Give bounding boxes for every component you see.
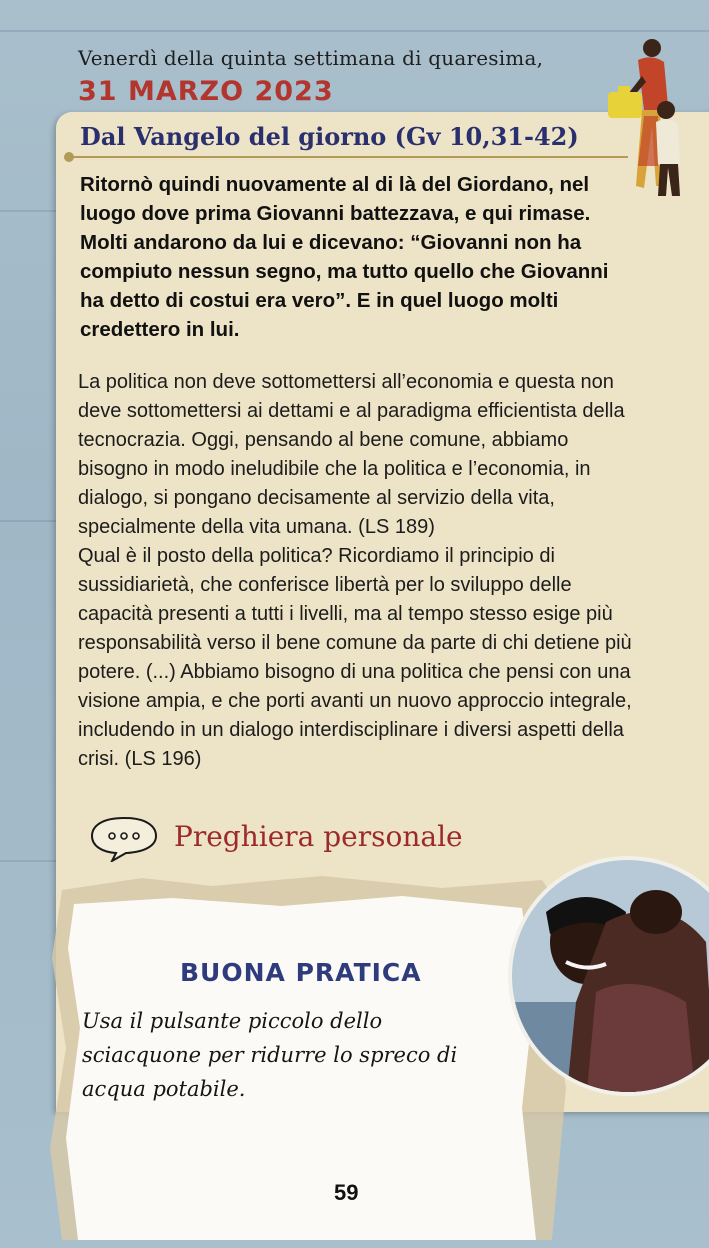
practice-text: Usa il pulsante piccolo dello sciacquone per ridurre lo spreco di acqua potabile. [82, 1009, 458, 1101]
header-day-line: Venerdì della quinta settimana di quaresima, [78, 46, 544, 70]
prayer-label: Preghiera personale [174, 820, 463, 853]
page-number: 59 [334, 1180, 359, 1205]
woman-with-child-photo [506, 852, 709, 1102]
wood-plank-line [0, 30, 709, 32]
gospel-text: Ritornò quindi nuovamente al di là del Giordano, nel luogo dove prima Giovanni battezzava, e qui rimase. Molti andarono da lui e dicevano: “Giovanni non ha compiuto nessun segno, ma tutto quello che Giovanni ha detto di costui era vero”. E in quel luogo molti credettero in lui. [80, 173, 609, 341]
reflection-paragraph: Qual è il posto della politica? Ricordiamo il principio di sussidiarietà, che conferisce libertà per lo sviluppo delle capacità presenti a tutti i livelli, ma al tempo stesso esige più responsabilità verso il bene comune da parte di chi detiene più potere. (...) Abbiamo bisogno di una politica che pensi con una visione ampia, e che porti avanti un nuovo approccio integrale, includendo in un dialogo interdisciplinare i diversi aspetti della crisi. (LS 196) [78, 545, 632, 770]
header-date: 31 MARZO 2023 [78, 76, 334, 107]
practice-title: BUONA PRATICA [180, 958, 422, 987]
reflection-paragraph: La politica non deve sottomettersi all’economia e questa non deve sottomettersi ai dettami e al paradigma efficientista della tecnocrazia. Oggi, pensando al bene comune, abbiamo bisogno in modo ineludibile che la politica e l’economia, in dialogo, si pongano decisamente al servizio della vita, specialmente della vita umana. (LS 189) [78, 371, 625, 538]
reflection-text [78, 368, 638, 774]
speech-bubble-icon [88, 814, 160, 862]
gospel-title: Dal Vangelo del giorno (Gv 10,31-42) [80, 122, 579, 151]
title-rule [68, 156, 628, 158]
